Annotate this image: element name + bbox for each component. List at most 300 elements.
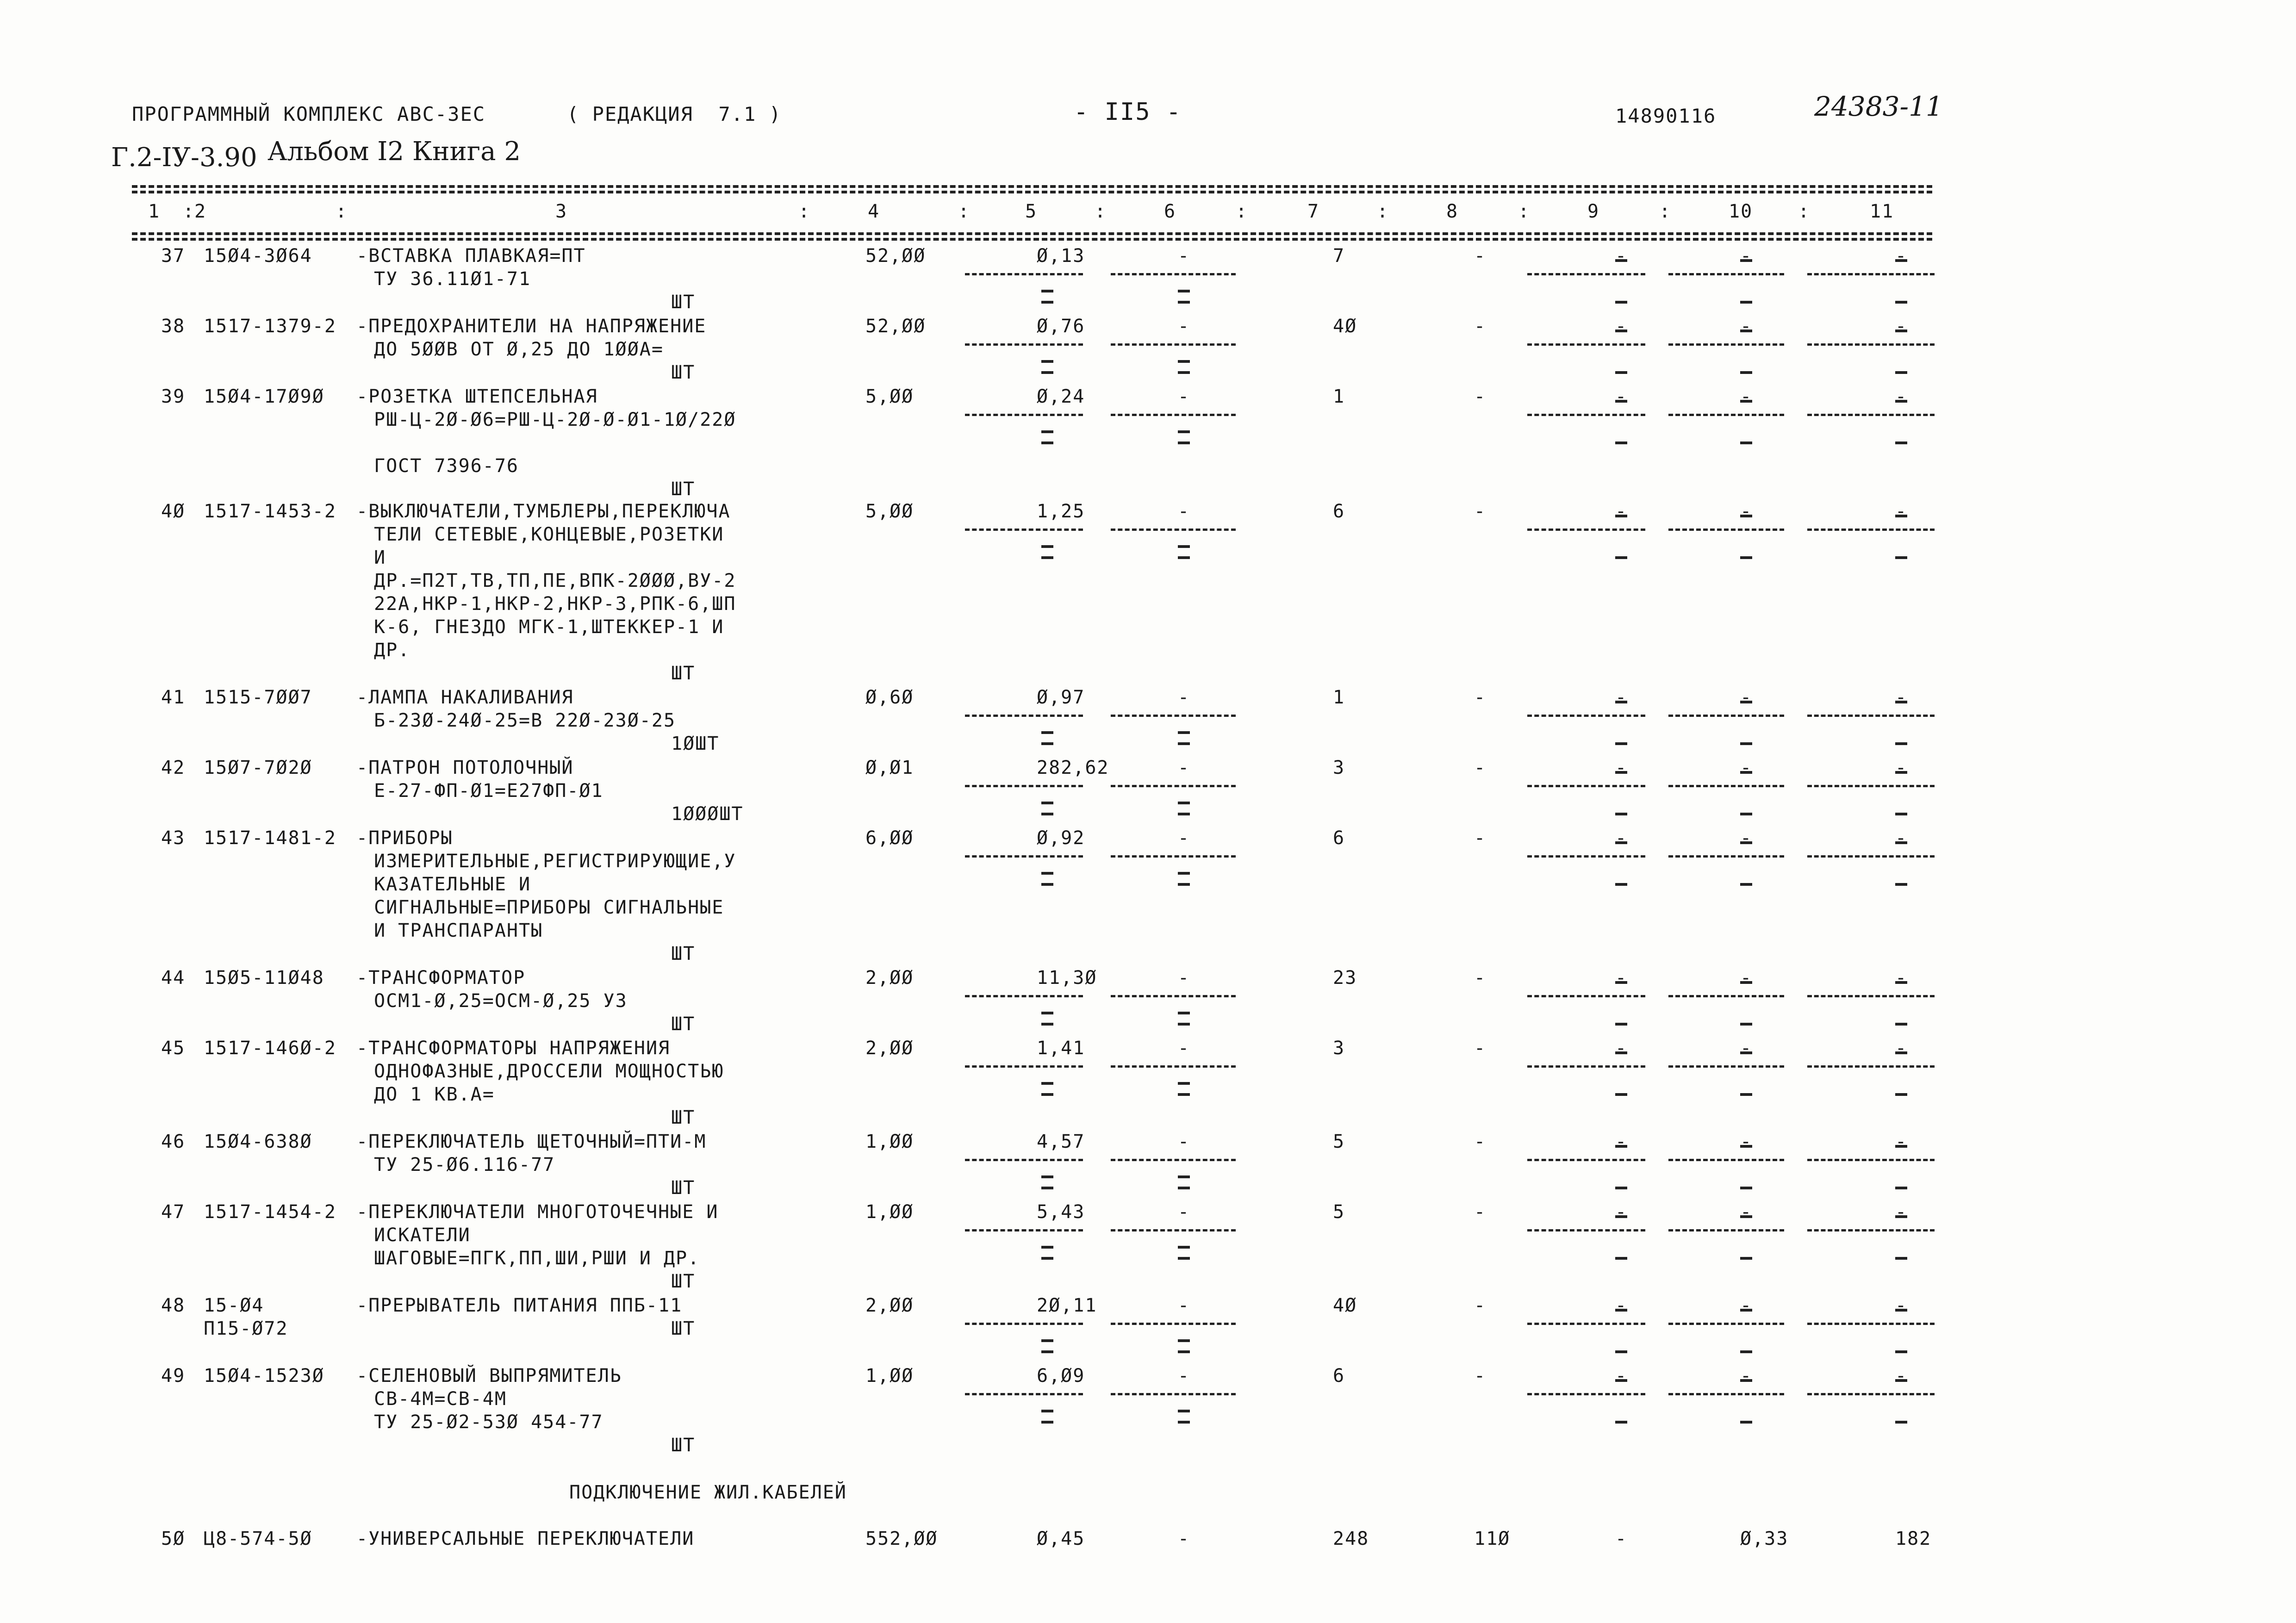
row-empty-mark <box>1740 1350 1752 1353</box>
row-empty-mark <box>1895 515 1907 517</box>
row-description: -ПРЕРЫВАТЕЛЬ ПИТАНИЯ ППБ-11 <box>356 1295 683 1316</box>
row-code: 1517-1453-2 <box>204 501 336 522</box>
row-c5: Ø,76 <box>1037 316 1085 337</box>
row-empty-mark <box>1740 371 1752 374</box>
row-subtotal-rule <box>1111 1323 1236 1325</box>
row-c7: 5 <box>1333 1201 1345 1223</box>
row-number: 45 <box>161 1038 186 1059</box>
row-c5: Ø,24 <box>1037 386 1085 407</box>
row-empty-mark <box>1740 1093 1752 1096</box>
row-subtotal-rule <box>1527 785 1645 787</box>
row-empty-mark <box>1615 1257 1627 1260</box>
row-number: 49 <box>161 1365 186 1387</box>
row-c5: 282,62 <box>1037 757 1109 778</box>
row-c10: - <box>1740 501 1753 522</box>
row-c11: - <box>1895 1201 1908 1223</box>
stamp-series: Г.2-IУ-3.90 <box>111 143 257 173</box>
row-empty-mark <box>1041 1410 1053 1412</box>
row-number: 43 <box>161 827 186 849</box>
row-empty-mark <box>1178 301 1190 304</box>
row-c9: - <box>1615 501 1628 522</box>
row-number: 37 <box>161 245 186 267</box>
row-subtotal-rule <box>1807 1229 1935 1231</box>
column-separator: : <box>1236 201 1248 222</box>
row-empty-mark <box>1895 1421 1907 1424</box>
row-empty-mark <box>1895 330 1907 332</box>
row-c9: - <box>1615 316 1628 337</box>
row-empty-mark <box>1740 1023 1752 1026</box>
row-subtotal-rule <box>965 1065 1083 1068</box>
row-c11: - <box>1895 1295 1908 1316</box>
row-number: 4Ø <box>161 501 186 522</box>
row-c5: Ø,97 <box>1037 687 1085 708</box>
row-subtotal-rule <box>1668 1159 1784 1161</box>
row-empty-mark <box>1740 742 1752 745</box>
row-subtotal-rule <box>965 1229 1083 1231</box>
row-c10: - <box>1740 316 1753 337</box>
row-empty-mark <box>1615 1187 1627 1189</box>
row-subtotal-rule <box>1668 1065 1784 1068</box>
row-empty-mark <box>1615 1093 1627 1096</box>
row-c9: - <box>1615 1295 1628 1316</box>
column-header-3: 3 <box>555 201 568 222</box>
row-empty-mark <box>1178 813 1190 815</box>
row-c5: Ø,13 <box>1037 245 1085 267</box>
column-header-2: 2 <box>194 201 207 222</box>
row-subtotal-rule <box>1111 1393 1236 1395</box>
row-subtotal-rule <box>1111 273 1236 275</box>
row-c5: 11,3Ø <box>1037 967 1097 989</box>
row-subtotal-rule <box>1807 414 1935 416</box>
row-empty-mark <box>1041 1246 1053 1249</box>
row-c8: - <box>1474 967 1487 989</box>
row-unit: ШТ <box>671 1014 696 1035</box>
row-empty-mark <box>1178 1410 1190 1412</box>
row-description: ОСМ1-Ø,25=ОСМ-Ø,25 У3 <box>374 990 628 1012</box>
last-row-code: Ц8-574-5Ø <box>204 1528 312 1549</box>
row-empty-mark <box>1178 742 1190 745</box>
row-empty-mark <box>1041 1012 1053 1014</box>
row-c10: - <box>1740 1131 1753 1152</box>
row-c8: - <box>1474 687 1487 708</box>
row-c5: 1,25 <box>1037 501 1085 522</box>
row-c11: - <box>1895 687 1908 708</box>
row-empty-mark <box>1740 330 1752 332</box>
row-number: 42 <box>161 757 186 778</box>
row-empty-mark <box>1895 1379 1907 1382</box>
row-c4: 5,ØØ <box>865 501 914 522</box>
row-empty-mark <box>1615 400 1627 403</box>
row-unit: 1ØØØШТ <box>671 803 744 825</box>
row-description: -ПРЕДОХРАНИТЕЛИ НА НАПРЯЖЕНИЕ <box>356 316 707 337</box>
header-rule-top <box>132 185 1932 188</box>
row-empty-mark <box>1041 371 1053 374</box>
row-subtotal-rule <box>1527 1229 1645 1231</box>
row-c10: - <box>1740 1365 1753 1387</box>
row-c10: - <box>1740 687 1753 708</box>
row-c4: 5,ØØ <box>865 386 914 407</box>
row-description: ТУ 25-Ø6.116-77 <box>374 1154 555 1175</box>
row-empty-mark <box>1615 515 1627 517</box>
row-empty-mark <box>1615 1023 1627 1026</box>
row-empty-mark <box>1740 442 1752 444</box>
row-unit: ШТ <box>671 1271 696 1292</box>
row-empty-mark <box>1895 1215 1907 1218</box>
row-empty-mark <box>1740 400 1752 403</box>
row-subtotal-rule <box>965 273 1083 275</box>
row-subtotal-rule <box>1527 343 1645 346</box>
row-empty-mark <box>1041 872 1053 875</box>
row-empty-mark <box>1178 360 1190 363</box>
row-empty-mark <box>1615 301 1627 304</box>
row-subtotal-rule <box>1807 785 1935 787</box>
row-description: ТЕЛИ СЕТЕВЫЕ,КОНЦЕВЫЕ,РОЗЕТКИ <box>374 524 724 545</box>
row-empty-mark <box>1740 1187 1752 1189</box>
row-subtotal-rule <box>1527 855 1645 858</box>
row-subtotal-rule <box>1111 1065 1236 1068</box>
row-c6: - <box>1178 687 1190 708</box>
row-subtotal-rule <box>1527 414 1645 416</box>
row-empty-mark <box>1041 556 1053 559</box>
row-empty-mark <box>1178 371 1190 374</box>
row-subtotal-rule <box>965 529 1083 531</box>
row-empty-mark <box>1615 771 1627 774</box>
row-c4: 2,ØØ <box>865 1038 914 1059</box>
row-subtotal-rule <box>1111 414 1236 416</box>
row-description: ТУ 25-Ø2-53Ø 454-77 <box>374 1412 604 1433</box>
row-c9: - <box>1615 1365 1628 1387</box>
row-c11: - <box>1895 827 1908 849</box>
row-empty-mark <box>1615 883 1627 886</box>
row-c11: - <box>1895 757 1908 778</box>
row-empty-mark <box>1041 1023 1053 1026</box>
row-subtotal-rule <box>1527 995 1645 997</box>
row-subtotal-rule <box>1111 995 1236 997</box>
document-number: 24383-11 <box>1814 91 1943 122</box>
column-header-10: 10 <box>1729 201 1753 222</box>
row-empty-mark <box>1895 1257 1907 1260</box>
row-c7: 23 <box>1333 967 1357 989</box>
row-code: 15Ø4-638Ø <box>204 1131 312 1152</box>
row-empty-mark <box>1740 771 1752 774</box>
row-c11: - <box>1895 1131 1908 1152</box>
row-description: ИЗМЕРИТЕЛЬНЫЕ,РЕГИСТРИРУЮЩИЕ,У <box>374 851 736 872</box>
column-header-7: 7 <box>1307 201 1320 222</box>
row-unit: ШТ <box>671 1318 696 1339</box>
row-subtotal-rule <box>1668 1393 1784 1395</box>
row-c11: - <box>1895 1038 1908 1059</box>
row-description: ШАГОВЫЕ=ПГК,ПП,ШИ,РШИ И ДР. <box>374 1248 700 1269</box>
row-description: СИГНАЛЬНЫЕ=ПРИБОРЫ СИГНАЛЬНЫЕ <box>374 897 724 918</box>
row-subtotal-rule <box>1668 715 1784 717</box>
row-empty-mark <box>1895 1145 1907 1148</box>
row-number: 46 <box>161 1131 186 1152</box>
row-description: К-6, ГНЕЗДО МГК-1,ШТЕККЕР-1 И <box>374 616 724 638</box>
row-c10: - <box>1740 827 1753 849</box>
row-c10: - <box>1740 757 1753 778</box>
row-c8: - <box>1474 1038 1487 1059</box>
row-subtotal-rule <box>1668 1323 1784 1325</box>
row-c4: 1,ØØ <box>865 1365 914 1387</box>
row-empty-mark <box>1895 1350 1907 1353</box>
row-unit: ШТ <box>671 362 696 383</box>
row-empty-mark <box>1178 872 1190 875</box>
stamp-album: Альбом I2 Книга 2 <box>268 137 521 167</box>
column-separator: : <box>183 201 195 222</box>
row-subtotal-rule <box>1807 1065 1935 1068</box>
last-row-c8: 11Ø <box>1474 1528 1511 1549</box>
program-title: ПРОГРАММНЫЙ КОМПЛЕКС АВС-3ЕС <box>132 103 486 125</box>
column-separator: : <box>1377 201 1389 222</box>
row-c10: - <box>1740 386 1753 407</box>
row-c7: 6 <box>1333 1365 1345 1387</box>
row-c6: - <box>1178 386 1190 407</box>
last-row-number: 5Ø <box>161 1528 186 1549</box>
row-c5: 1,41 <box>1037 1038 1085 1059</box>
row-empty-mark <box>1178 430 1190 433</box>
row-c6: - <box>1178 245 1190 267</box>
column-header-1: 1 <box>148 201 161 222</box>
row-description: -ВСТАВКА ПЛАВКАЯ=ПТ <box>356 245 586 267</box>
row-empty-mark <box>1041 430 1053 433</box>
row-c5: 6,Ø9 <box>1037 1365 1085 1387</box>
row-code: 1515-7ØØ7 <box>204 687 312 708</box>
row-c8: - <box>1474 1131 1487 1152</box>
column-separator: : <box>958 201 971 222</box>
row-empty-mark <box>1740 981 1752 984</box>
row-subtotal-rule <box>1668 785 1784 787</box>
row-empty-mark <box>1178 1350 1190 1353</box>
row-empty-mark <box>1615 742 1627 745</box>
row-subtotal-rule <box>1668 414 1784 416</box>
row-description: КАЗАТЕЛЬНЫЕ И <box>374 874 531 895</box>
row-empty-mark <box>1041 290 1053 292</box>
row-description: -СЕЛЕНОВЫЙ ВЫПРЯМИТЕЛЬ <box>356 1365 622 1387</box>
row-subtotal-rule <box>1807 995 1935 997</box>
row-description: -ПАТРОН ПОТОЛОЧНЫЙ <box>356 757 574 778</box>
section-title: ПОДКЛЮЧЕНИЕ ЖИЛ.КАБЕЛЕЙ <box>569 1482 847 1503</box>
row-subtotal-rule <box>1807 1393 1935 1395</box>
row-empty-mark <box>1615 1379 1627 1382</box>
row-code: 15Ø7-7Ø2Ø <box>204 757 312 778</box>
row-subtotal-rule <box>965 995 1083 997</box>
row-c8: - <box>1474 245 1487 267</box>
column-header-4: 4 <box>868 201 880 222</box>
row-number: 48 <box>161 1295 186 1316</box>
row-subtotal-rule <box>965 855 1083 858</box>
row-empty-mark <box>1615 259 1627 262</box>
row-subtotal-rule <box>1807 1159 1935 1161</box>
row-empty-mark <box>1895 1023 1907 1026</box>
row-subtotal-rule <box>1527 1159 1645 1161</box>
row-description: И <box>374 547 386 568</box>
row-c7: 5 <box>1333 1131 1345 1152</box>
row-empty-mark <box>1041 1257 1053 1260</box>
row-c4: 6,ØØ <box>865 827 914 849</box>
row-subtotal-rule <box>1668 995 1784 997</box>
row-empty-mark <box>1895 556 1907 559</box>
row-c5: 2Ø,11 <box>1037 1295 1097 1316</box>
row-c6: - <box>1178 501 1190 522</box>
row-subtotal-rule <box>965 414 1083 416</box>
row-c9: - <box>1615 1038 1628 1059</box>
row-empty-mark <box>1615 330 1627 332</box>
row-empty-mark <box>1895 301 1907 304</box>
row-empty-mark <box>1895 259 1907 262</box>
row-code: 15Ø4-17Ø9Ø <box>204 386 324 407</box>
row-empty-mark <box>1041 1175 1053 1178</box>
row-c5: 4,57 <box>1037 1131 1085 1152</box>
row-description: ИСКАТЕЛИ <box>374 1225 471 1246</box>
row-subtotal-rule <box>1668 529 1784 531</box>
header-rule-top2 <box>132 191 1932 193</box>
row-empty-mark <box>1178 1175 1190 1178</box>
row-empty-mark <box>1041 742 1053 745</box>
row-empty-mark <box>1895 883 1907 886</box>
row-empty-mark <box>1041 802 1053 804</box>
row-c7: 6 <box>1333 501 1345 522</box>
row-description: СВ-4М=СВ-4М <box>374 1388 507 1410</box>
row-c6: - <box>1178 1365 1190 1387</box>
row-empty-mark <box>1041 360 1053 363</box>
row-c8: - <box>1474 1201 1487 1223</box>
row-empty-mark <box>1740 556 1752 559</box>
row-empty-mark <box>1178 1093 1190 1096</box>
row-empty-mark <box>1615 442 1627 444</box>
row-c4: 2,ØØ <box>865 967 914 989</box>
last-row-c10: Ø,33 <box>1740 1528 1789 1549</box>
row-number: 47 <box>161 1201 186 1223</box>
row-empty-mark <box>1178 442 1190 444</box>
row-code: 15Ø4-3Ø64 <box>204 245 312 267</box>
row-subtotal-rule <box>965 343 1083 346</box>
row-c11: - <box>1895 245 1908 267</box>
row-empty-mark <box>1740 1215 1752 1218</box>
row-description: Б-23Ø-24Ø-25=В 22Ø-23Ø-25 <box>374 710 676 731</box>
last-row-c9: - <box>1615 1528 1628 1549</box>
row-c7: 3 <box>1333 757 1345 778</box>
row-c6: - <box>1178 316 1190 337</box>
row-empty-mark <box>1895 1093 1907 1096</box>
row-c8: - <box>1474 1295 1487 1316</box>
row-subtotal-rule <box>1111 855 1236 858</box>
row-empty-mark <box>1178 1257 1190 1260</box>
row-empty-mark <box>1615 1145 1627 1148</box>
row-code-secondary: П15-Ø72 <box>204 1318 288 1339</box>
row-c4: 1,ØØ <box>865 1201 914 1223</box>
row-c4: 2,ØØ <box>865 1295 914 1316</box>
row-empty-mark <box>1615 841 1627 844</box>
row-empty-mark <box>1740 1309 1752 1312</box>
row-code: 15-Ø4 <box>204 1295 264 1316</box>
row-subtotal-rule <box>1807 855 1935 858</box>
row-c4: 1,ØØ <box>865 1131 914 1152</box>
row-description: -ТРАНСФОРМАТОРЫ НАПРЯЖЕНИЯ <box>356 1038 671 1059</box>
row-empty-mark <box>1178 1421 1190 1424</box>
row-empty-mark <box>1041 1093 1053 1096</box>
row-description: ГОСТ 7396-76 <box>374 455 519 477</box>
page-number: - II5 - <box>1074 98 1182 126</box>
row-empty-mark <box>1740 1051 1752 1054</box>
row-code: 1517-1454-2 <box>204 1201 336 1223</box>
row-description: -ПЕРЕКЛЮЧАТЕЛИ МНОГОТОЧЕЧНЫЕ И <box>356 1201 719 1223</box>
row-c11: - <box>1895 967 1908 989</box>
row-c8: - <box>1474 501 1487 522</box>
row-c9: - <box>1615 1131 1628 1152</box>
row-subtotal-rule <box>1527 529 1645 531</box>
row-number: 38 <box>161 316 186 337</box>
row-subtotal-rule <box>1807 343 1935 346</box>
column-separator: : <box>1518 201 1531 222</box>
last-row-c7: 248 <box>1333 1528 1369 1549</box>
row-description: ТУ 36.11Ø1-71 <box>374 268 531 290</box>
row-empty-mark <box>1895 1309 1907 1312</box>
last-row-c11: 182 <box>1895 1528 1932 1549</box>
row-c9: - <box>1615 967 1628 989</box>
row-empty-mark <box>1615 1309 1627 1312</box>
row-c9: - <box>1615 245 1628 267</box>
row-empty-mark <box>1178 731 1190 734</box>
row-c6: - <box>1178 1201 1190 1223</box>
row-description: -ЛАМПА НАКАЛИВАНИЯ <box>356 687 574 708</box>
row-unit: ШТ <box>671 1107 696 1128</box>
row-description: ДО 5ØØВ ОТ Ø,25 ДО 1ØØА= <box>374 339 664 360</box>
row-c4: 52,ØØ <box>865 245 926 267</box>
row-empty-mark <box>1041 1339 1053 1342</box>
row-empty-mark <box>1740 515 1752 517</box>
row-empty-mark <box>1740 1379 1752 1382</box>
row-c6: - <box>1178 967 1190 989</box>
column-separator: : <box>1798 201 1811 222</box>
row-subtotal-rule <box>1111 785 1236 787</box>
row-empty-mark <box>1615 1051 1627 1054</box>
row-subtotal-rule <box>1111 343 1236 346</box>
row-subtotal-rule <box>1111 715 1236 717</box>
row-c8: - <box>1474 316 1487 337</box>
column-header-11: 11 <box>1870 201 1894 222</box>
row-empty-mark <box>1895 1051 1907 1054</box>
row-empty-mark <box>1041 545 1053 548</box>
row-empty-mark <box>1041 442 1053 444</box>
row-empty-mark <box>1740 883 1752 886</box>
row-empty-mark <box>1178 1023 1190 1026</box>
row-c6: - <box>1178 1038 1190 1059</box>
row-empty-mark <box>1178 290 1190 292</box>
row-subtotal-rule <box>1111 1159 1236 1161</box>
row-empty-mark <box>1178 1012 1190 1014</box>
row-c11: - <box>1895 386 1908 407</box>
row-c10: - <box>1740 1201 1753 1223</box>
row-c7: 4Ø <box>1333 1295 1357 1316</box>
row-empty-mark <box>1895 442 1907 444</box>
row-c8: - <box>1474 1365 1487 1387</box>
row-empty-mark <box>1740 813 1752 815</box>
row-subtotal-rule <box>1527 1065 1645 1068</box>
row-empty-mark <box>1041 1421 1053 1424</box>
row-c10: - <box>1740 245 1753 267</box>
edition-label: ( РЕДАКЦИЯ 7.1 ) <box>567 103 782 125</box>
row-subtotal-rule <box>965 1323 1083 1325</box>
row-description: -РОЗЕТКА ШТЕПСЕЛЬНАЯ <box>356 386 598 407</box>
row-empty-mark <box>1740 1257 1752 1260</box>
header-rule-bottom <box>132 232 1932 235</box>
row-c7: 7 <box>1333 245 1345 267</box>
row-code: 1517-146Ø-2 <box>204 1038 336 1059</box>
row-c6: - <box>1178 1131 1190 1152</box>
row-subtotal-rule <box>1807 715 1935 717</box>
row-subtotal-rule <box>1527 1323 1645 1325</box>
row-empty-mark <box>1178 1339 1190 1342</box>
